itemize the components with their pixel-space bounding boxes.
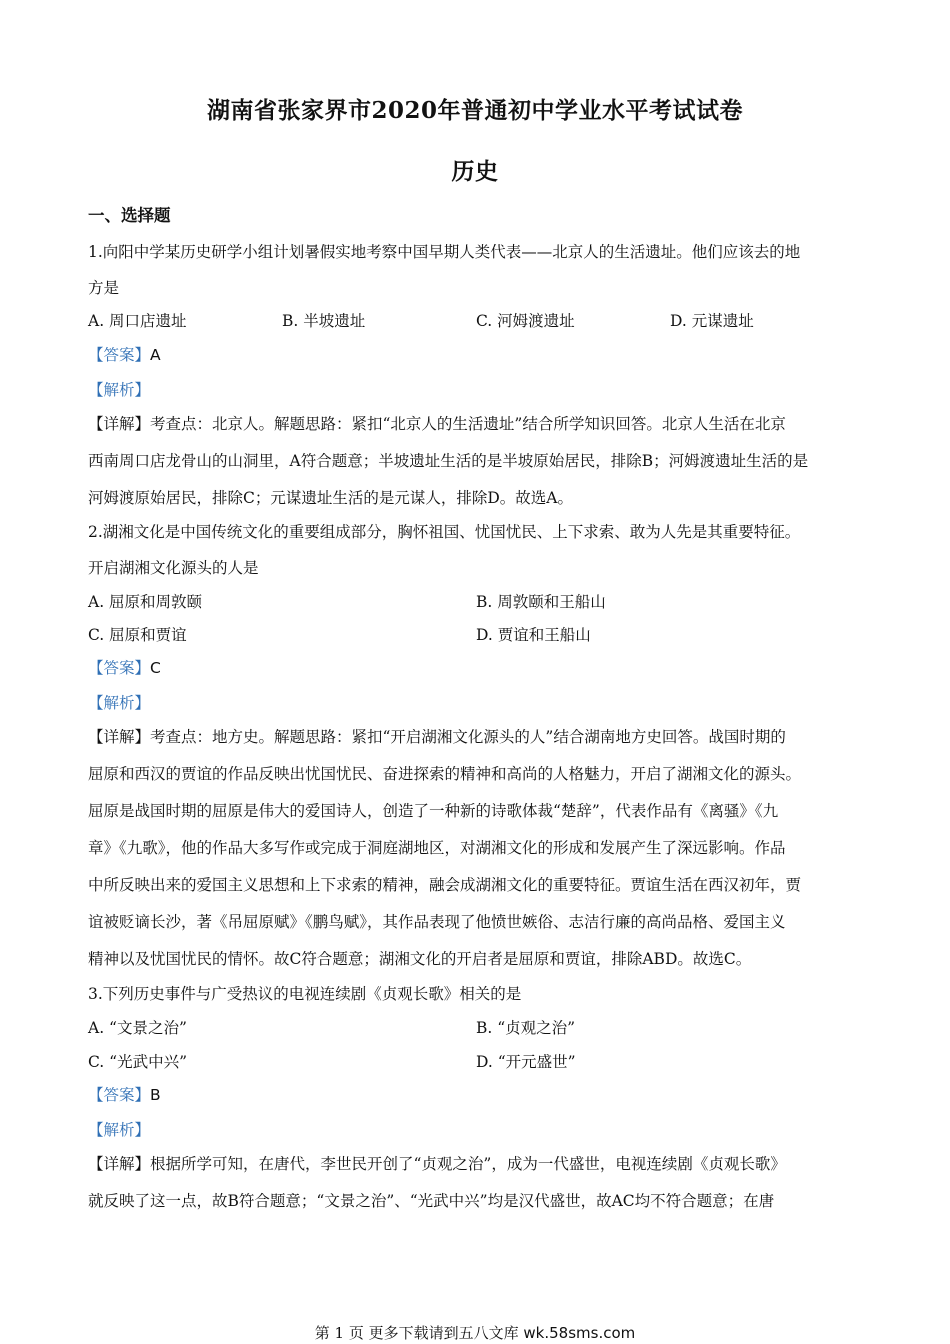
answer-label: 【答案】 (88, 1086, 151, 1104)
q3-detail-line-1: 【详解】根据所学可知，在唐代，李世民开创了“贞观之治”，成为一代盛世，电视连续剧《贞观长歌》 (88, 1155, 786, 1173)
q1-detail-line-1: 【详解】考查点：北京人。解题思路：紧扣“北京人的生活遗址”结合所学知识回答。北京人生活在北京 (88, 415, 786, 433)
q3-option-a: A. “文景之治” (88, 1019, 187, 1037)
q2-option-b: B. 周敦颐和王船山 (476, 593, 606, 611)
q2-option-c: C. 屈原和贾谊 (88, 626, 187, 644)
q3-option-b: B. “贞观之治” (476, 1019, 576, 1037)
exam-title: 湖南省张家界市2020年普通初中学业水平考试试卷 (206, 97, 743, 124)
q2-detail-line-5: 中所反映出来的爱国主义思想和上下求索的精神，融会成湖湘文化的重要特征。贾谊生活在西汉初年，贾 (88, 876, 802, 894)
q2-detail-line-1: 【详解】考查点：地方史。解题思路：紧扣“开启湖湘文化源头的人”结合湖南地方史回答。战国时期的 (88, 728, 786, 746)
q2-option-d: D. 贾谊和王船山 (476, 626, 591, 644)
q3-detail-line-2: 就反映了这一点，故B符合题意；“文景之治”、“光武中兴”均是汉代盛世，故AC均不符合题意；在唐 (88, 1192, 775, 1210)
section-title: 一、选择题 (88, 206, 171, 225)
q2-detail-line-4: 章》《九歌》，他的作品大多写作或完成于洞庭湖地区，对湖湘文化的形成和发展产生了深远影响。作品 (88, 839, 786, 857)
q3-option-c: C. “光武中兴” (88, 1053, 188, 1071)
q1-detail-line-2: 西南周口店龙骨山的山洞里，A符合题意；半坡遗址生活的是半坡原始居民，排除B；河姆渡遗址生活的是 (88, 452, 809, 470)
subject-title: 历史 (451, 158, 499, 185)
q3-option-d: D. “开元盛世” (476, 1053, 576, 1071)
answer-value: C (150, 659, 161, 677)
q1-analysis-label: 【解析】 (88, 381, 151, 399)
q1-stem-line-2: 方是 (88, 279, 120, 297)
q3-answer (88, 1085, 868, 1105)
q3-stem-line-1: 3.下列历史事件与广受热议的电视连续剧《贞观长歌》相关的是 (88, 985, 522, 1003)
q2-stem-line-2: 开启湖湘文化源头的人是 (88, 559, 259, 577)
answer-label: 【答案】 (88, 659, 151, 677)
q1-answer (88, 345, 868, 365)
footer-page-text: 第 1 页 更多下载请到五八文库 (314, 1324, 519, 1342)
q2-detail-line-6: 谊被贬谪长沙，著《吊屈原赋》《鹏鸟赋》，其作品表现了他愤世嫉俗、志洁行廉的高尚品格、爱国主义 (88, 913, 786, 931)
answer-label: 【答案】 (88, 346, 151, 364)
q1-stem-line-1: 1.向阳中学某历史研学小组计划暑假实地考察中国早期人类代表——北京人的生活遗址。他们应该去的地 (88, 243, 801, 261)
q1-option-a: A. 周口店遗址 (88, 312, 187, 330)
answer-value: B (150, 1086, 161, 1104)
answer-value: A (150, 346, 161, 364)
q2-detail-line-2: 屈原和西汉的贾谊的作品反映出忧国忧民、奋进探索的精神和高尚的人格魅力，开启了湖湘文化的源头。 (88, 765, 802, 783)
q2-detail-line-7: 精神以及忧国忧民的情怀。故C符合题意；湖湘文化的开启者是屈原和贾谊，排除ABD。故选C。 (88, 950, 752, 968)
q2-answer (88, 658, 868, 678)
page-footer (0, 1322, 950, 1343)
q1-option-b: B. 半坡遗址 (282, 312, 366, 330)
q1-option-c: C. 河姆渡遗址 (476, 312, 575, 330)
q2-stem-line-1: 2.湖湘文化是中国传统文化的重要组成部分，胸怀祖国、忧国忧民、上下求索、敢为人先是其重要特征。 (88, 523, 801, 541)
q3-analysis-label: 【解析】 (88, 1121, 151, 1139)
q1-detail-line-3: 河姆渡原始居民，排除C；元谋遗址生活的是元谋人，排除D。故选A。 (88, 489, 573, 507)
q2-option-a: A. 屈原和周敦颐 (88, 593, 203, 611)
q2-detail-line-3: 屈原是战国时期的屈原是伟大的爱国诗人，创造了一种新的诗歌体裁“楚辞”，代表作品有《离骚》《九 (88, 802, 779, 820)
q1-option-d: D. 元谋遗址 (670, 312, 754, 330)
footer-site-link[interactable]: wk.58sms.com (523, 1324, 636, 1342)
q2-analysis-label: 【解析】 (88, 694, 151, 712)
